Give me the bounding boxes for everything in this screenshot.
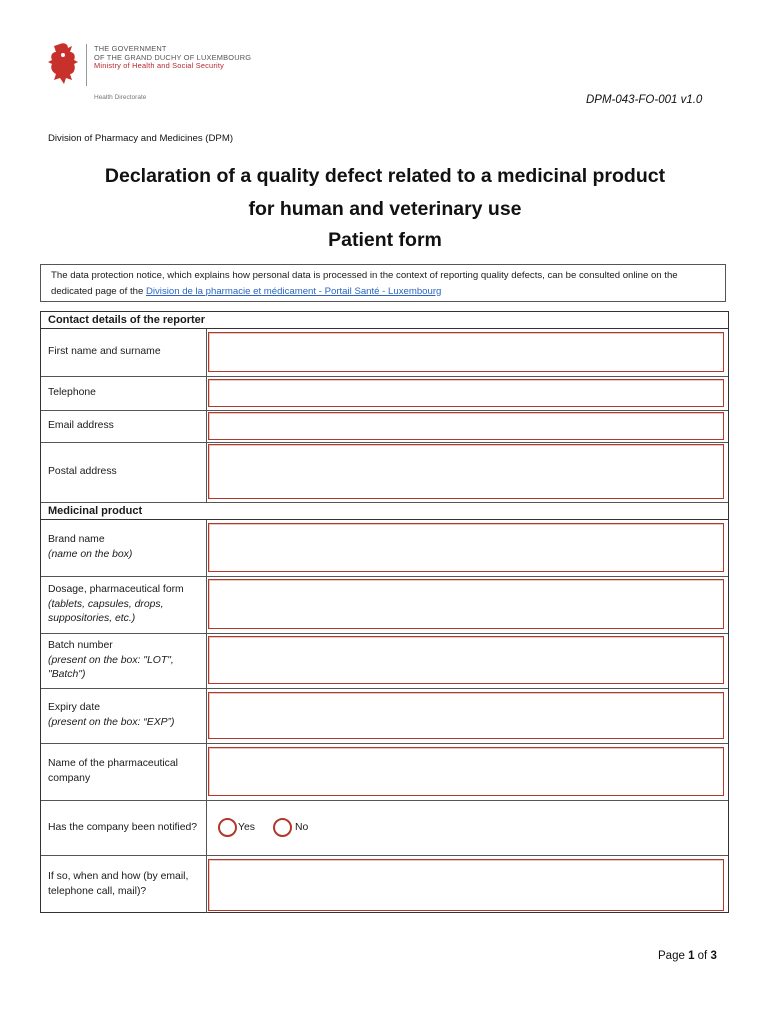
row-telephone bbox=[41, 377, 728, 411]
name-label bbox=[41, 329, 207, 376]
row-how bbox=[41, 856, 728, 913]
page-of: of bbox=[694, 950, 711, 962]
notified-label-text: Has the company been notified? bbox=[48, 821, 198, 833]
postal-label-text: Postal address bbox=[48, 466, 117, 478]
gov-line-2: OF THE GRAND DUCHY OF LUXEMBOURG bbox=[94, 52, 252, 62]
batch-input[interactable] bbox=[208, 636, 724, 684]
row-batch bbox=[41, 634, 728, 689]
gov-line-1: THE GOVERNMENT bbox=[94, 44, 167, 53]
yes-radio-button[interactable] bbox=[218, 818, 237, 837]
dosage-hint: (tablets, capsules, drops, suppositories, etc.) bbox=[48, 598, 164, 625]
row-email bbox=[41, 411, 728, 443]
notice-text: The data protection notice, which explains how personal data is processed in the context of reporting quality defects, can be consulted online on the dedicated page of the bbox=[51, 270, 678, 297]
name-input[interactable] bbox=[208, 332, 724, 372]
how-label bbox=[41, 856, 207, 913]
data-protection-notice bbox=[40, 264, 726, 302]
page-number bbox=[658, 950, 717, 962]
radio-no-option[interactable] bbox=[273, 818, 308, 837]
title-line-2: for human and veterinary use bbox=[248, 198, 522, 220]
expiry-hint: (present on the box: “EXP”) bbox=[48, 717, 175, 728]
patient-form bbox=[40, 311, 729, 913]
division-label: Division of Pharmacy and Medicines (DPM) bbox=[48, 133, 234, 144]
batch-hint: (present on the box: "LOT", "Batch") bbox=[48, 654, 174, 681]
brand-hint: (name on the box) bbox=[48, 549, 133, 560]
email-input[interactable] bbox=[208, 412, 724, 440]
telephone-label-text: Telephone bbox=[48, 387, 96, 399]
row-notified bbox=[41, 801, 728, 856]
telephone-input[interactable] bbox=[208, 379, 724, 407]
directorate-label: Health Directorate bbox=[94, 94, 147, 101]
brand-label bbox=[41, 520, 207, 576]
telephone-label bbox=[41, 377, 207, 410]
row-expiry bbox=[41, 689, 728, 744]
company-label-text: Name of the pharmaceutical company bbox=[48, 758, 178, 784]
dosage-input[interactable] bbox=[208, 579, 724, 629]
company-label bbox=[41, 744, 207, 800]
batch-label bbox=[41, 634, 207, 688]
gov-line-3: Ministry of Health and Social Security bbox=[94, 61, 225, 71]
yes-label: Yes bbox=[238, 822, 255, 833]
logo-separator bbox=[86, 44, 87, 86]
page-current: 1 bbox=[688, 950, 695, 962]
expiry-label-text: Expiry date bbox=[48, 702, 100, 714]
company-input[interactable] bbox=[208, 747, 724, 796]
row-brand bbox=[41, 520, 728, 577]
how-input[interactable] bbox=[208, 859, 724, 911]
page-total: 3 bbox=[710, 950, 717, 962]
luxembourg-lion-logo-icon bbox=[46, 40, 86, 86]
dosage-label bbox=[41, 577, 207, 633]
brand-input[interactable] bbox=[208, 523, 724, 572]
dosage-label-text: Dosage, pharmaceutical form bbox=[48, 584, 184, 596]
email-label bbox=[41, 411, 207, 442]
section-contact-heading: Contact details of the reporter bbox=[41, 312, 728, 329]
how-label-text: If so, when and how (by email, telephone call, mail)? bbox=[48, 870, 189, 897]
postal-label bbox=[41, 443, 207, 502]
page-prefix: Page bbox=[658, 950, 689, 962]
no-radio-button[interactable] bbox=[273, 818, 292, 837]
row-name bbox=[41, 329, 728, 377]
expiry-label bbox=[41, 689, 207, 743]
expiry-input[interactable] bbox=[208, 692, 724, 739]
batch-label-text: Batch number bbox=[48, 640, 113, 652]
notified-label bbox=[41, 801, 207, 855]
title-line-3: Patient form bbox=[328, 229, 442, 251]
notice-link[interactable]: Division de la pharmacie et médicament - Portail Santé - Luxembourg bbox=[145, 285, 442, 297]
document-reference: DPM-043-FO-001 v1.0 bbox=[586, 94, 703, 106]
email-label-text: Email address bbox=[48, 420, 114, 432]
title-line-1: Declaration of a quality defect related to a medicinal product bbox=[104, 165, 666, 187]
row-postal bbox=[41, 443, 728, 503]
row-company bbox=[41, 744, 728, 801]
no-label: No bbox=[295, 822, 309, 833]
name-label-text: First name and surname bbox=[48, 346, 161, 358]
section-product-heading: Medicinal product bbox=[41, 503, 728, 520]
government-wordmark bbox=[94, 45, 251, 71]
radio-yes-option[interactable] bbox=[218, 818, 255, 837]
row-dosage bbox=[41, 577, 728, 634]
postal-input[interactable] bbox=[208, 444, 724, 499]
brand-label-text: Brand name bbox=[48, 534, 105, 546]
